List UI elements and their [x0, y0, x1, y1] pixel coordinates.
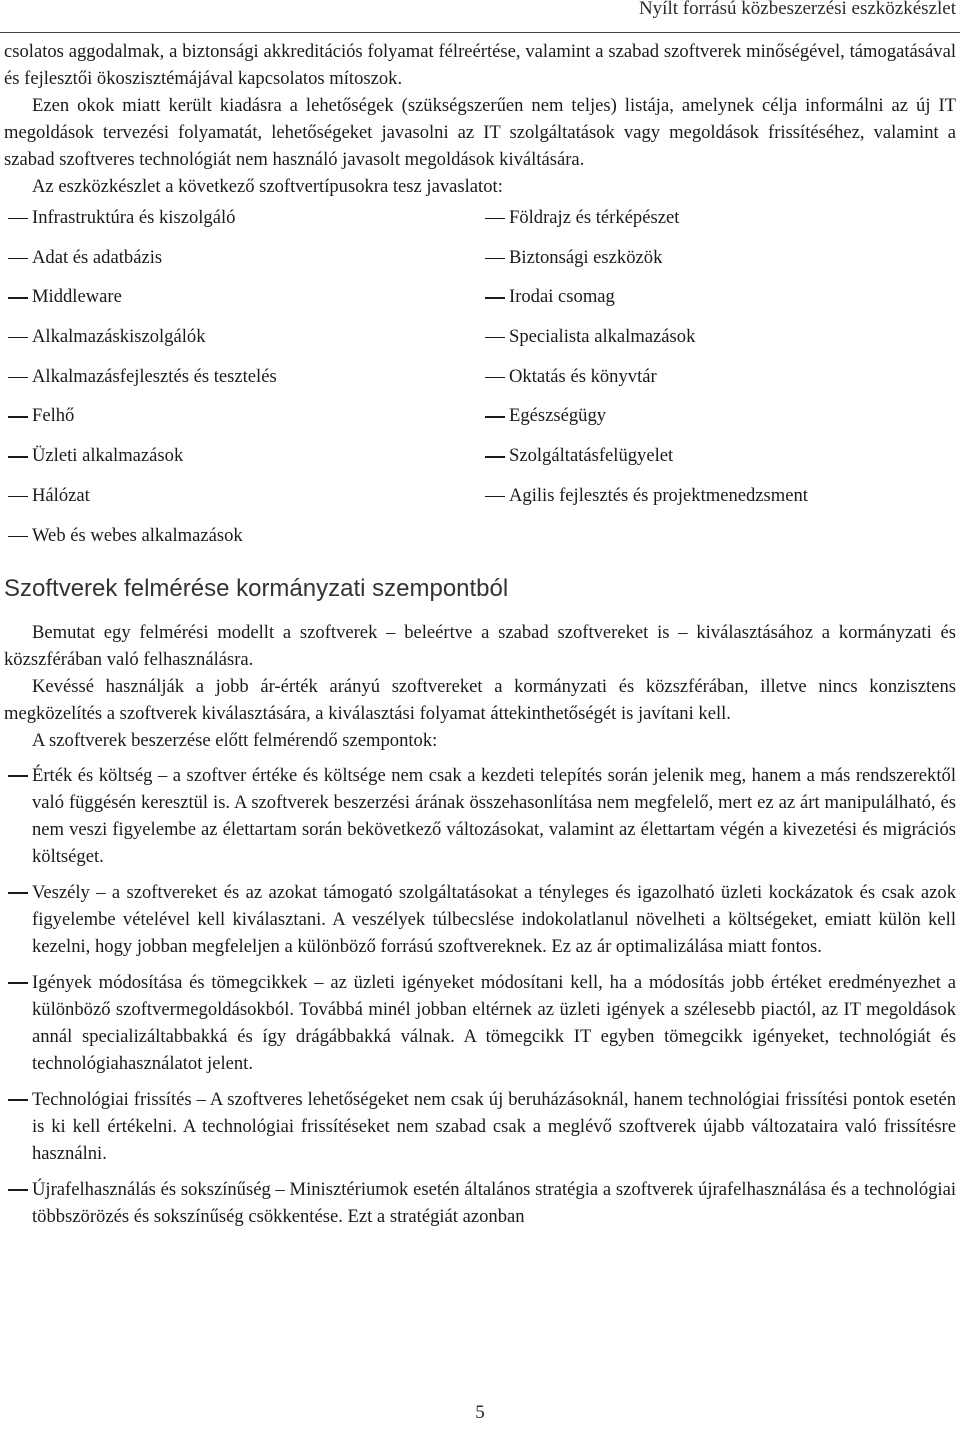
list-item: Infrastruktúra és kiszolgáló — [4, 204, 481, 244]
criteria-item: Technológiai frissítés – A szoftveres lehetőségeket nem csak új beruházásoknál, hanem technológiai frissítési pontok esetén is ki kell értékelni. A technológiai frissítéseket nem szabad csak a meglévő szoftverek újabb változataira való frissítésre használni. — [4, 1086, 956, 1167]
dash-bullet-icon — [485, 456, 505, 457]
dash-bullet-icon — [485, 258, 505, 259]
list-item: Földrajz és térképészet — [481, 204, 956, 244]
list-item: Hálózat — [4, 482, 481, 522]
dash-bullet-icon — [8, 218, 28, 219]
software-types-right-column — [481, 204, 956, 561]
list-item: Üzleti alkalmazások — [4, 442, 481, 482]
software-types-list — [4, 204, 956, 561]
page-number: 5 — [475, 1402, 485, 1423]
criteria-item: Veszély – a szoftvereket és az azokat támogató szolgáltatásokat a tényleges és igazolható üzleti kockázatok és csak azok figyelembe vételével kell kiválasztani. A veszélyek túlbecslése indokolatlanul növelheti a költségeket, emiatt külön kell kezelni, hogy jobban megfeleljen a különböző forrású szoftvereknek. Ez az ár optimalizálása miatt fontos. — [4, 879, 956, 960]
criteria-item: Igények módosítása és tömegcikkek – az üzleti igényeket módosítani kell, ha a módosítás jobb értéket eredményezhet a különböző szoftvermegoldásokból. Továbbá minél jobban eltérnek az üzleti igények a szélesebb piactól, az IT megoldások annál specializáltabbakká és így drágábbakká válnak. A tömegcikk IT egyben tömegcikk igényeket, technológiát és technológiahasználatot jelent. — [4, 969, 956, 1077]
list-item: Irodai csomag — [481, 283, 956, 323]
dash-bullet-icon — [485, 377, 505, 378]
dash-bullet-icon — [8, 1189, 28, 1190]
criteria-intro: A szoftverek beszerzése előtt felmérendő szempontok: — [32, 730, 438, 752]
header-divider — [0, 32, 960, 33]
dash-bullet-icon — [485, 337, 505, 338]
dash-bullet-icon — [8, 775, 28, 776]
list-item: Agilis fejlesztés és projektmenedzsment — [481, 482, 956, 522]
section-heading: Szoftverek felmérése kormányzati szempontból — [4, 575, 509, 603]
dash-bullet-icon — [8, 297, 28, 298]
criteria-item: Újrafelhasználás és sokszínűség – Minisztériumok esetén általános stratégia a szoftverek újrafelhasználása és a technológiai többszörözés és sokszínűség csökkentése. Ezt a stratégiát azonban — [4, 1176, 956, 1230]
running-header: Nyílt forrású közbeszerzési eszközkészlet — [638, 0, 956, 19]
software-types-left-column — [4, 204, 481, 561]
dash-bullet-icon — [8, 337, 28, 338]
dash-bullet-icon — [485, 416, 505, 417]
dash-bullet-icon — [485, 218, 505, 219]
section-paragraph: Kevéssé használják a jobb ár-érték arányú szoftvereket a kormányzati és közszférában, illetve nincs konzisztens megközelítés a szoftverek kiválasztására, a kiválasztási folyamat áttekinthetőségét is javítani kell. — [4, 676, 956, 725]
page-content — [4, 38, 956, 1239]
list-item: Oktatás és könyvtár — [481, 363, 956, 403]
list-item: Szolgáltatásfelügyelet — [481, 442, 956, 482]
intro-paragraph-continuation: csolatos aggodalmak, a biztonsági akkreditációs folyamat félreértése, valamint a szabad szoftverek minőségével, támogatásával és fejlesztői ökoszisztémájával kapcsolatos mítoszok. — [4, 41, 956, 89]
dash-bullet-icon — [8, 258, 28, 259]
intro-paragraph: Ezen okok miatt került kiadásra a lehetőségek (szükségszerűen nem teljes) listája, amelynek célja informálni az új IT megoldások tervezési folyamatát, lehetőségeket javasolni az IT szolgáltatások vagy megoldások frissítéséhez, valamint a szabad szoftveres technológiát nem használó javasolt megoldások kiváltására. — [4, 95, 956, 170]
dash-bullet-icon — [8, 456, 28, 457]
list-item: Adat és adatbázis — [4, 244, 481, 284]
dash-bullet-icon — [8, 536, 28, 537]
software-types-intro: Az eszközkészlet a következő szoftvertípusokra tesz javaslatot: — [32, 176, 503, 197]
criteria-list — [4, 762, 956, 1230]
dash-bullet-icon — [8, 416, 28, 417]
dash-bullet-icon — [8, 496, 28, 497]
dash-bullet-icon — [485, 496, 505, 497]
section-paragraph: Bemutat egy felmérési modellt a szoftverek – beleértve a szabad szoftvereket is – kiválasztásához a kormányzati és közszférában való felhasználásra. — [4, 622, 956, 671]
dash-bullet-icon — [8, 892, 28, 893]
criteria-item: Érték és költség – a szoftver értéke és költsége nem csak a kezdeti telepítés során jelenik meg, hanem a más rendszerektől való függésén keresztül is. A szoftverek beszerzési árának összehasonlítása nem megfelelő, mert ez az árt manipulálható, és nem veszi figyelembe az élettartam során bekövetkező változásokat, valamint az élettartam végén a kivezetési és migrációs költséget. — [4, 762, 956, 870]
list-item: Alkalmazáskiszolgálók — [4, 323, 481, 363]
list-item: Biztonsági eszközök — [481, 244, 956, 284]
dash-bullet-icon — [8, 982, 28, 983]
list-item: Felhő — [4, 402, 481, 442]
dash-bullet-icon — [8, 377, 28, 378]
list-item: Middleware — [4, 283, 481, 323]
list-item: Egészségügy — [481, 402, 956, 442]
list-item: Web és webes alkalmazások — [4, 522, 481, 562]
dash-bullet-icon — [8, 1099, 28, 1100]
dash-bullet-icon — [485, 297, 505, 298]
list-item: Alkalmazásfejlesztés és tesztelés — [4, 363, 481, 403]
list-item: Specialista alkalmazások — [481, 323, 956, 363]
